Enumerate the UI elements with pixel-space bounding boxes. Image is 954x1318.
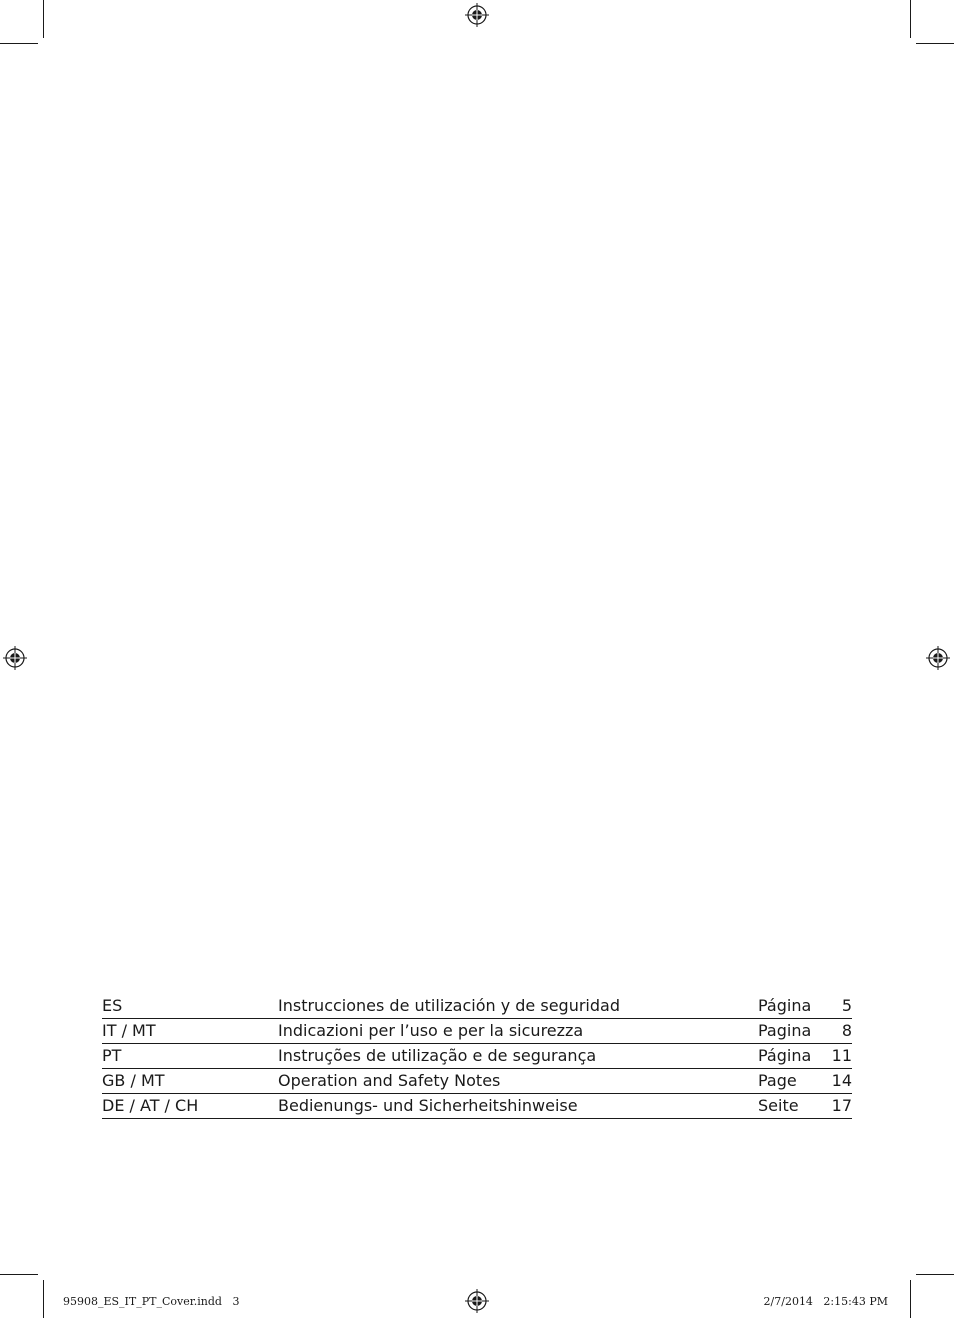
- page-word: Página: [758, 1044, 822, 1069]
- table-row: [102, 1019, 852, 1044]
- page-number: 17: [822, 1094, 852, 1119]
- crop-mark-top-left-horizontal: [0, 43, 38, 44]
- registration-mark-right-icon: [926, 646, 950, 670]
- slug-file-name: 95908_ES_IT_PT_Cover.indd 3: [63, 1295, 240, 1308]
- language-code: ES: [102, 994, 278, 1019]
- page-number: 14: [822, 1069, 852, 1094]
- table-row: [102, 994, 852, 1019]
- section-title: Indicazioni per l’uso e per la sicurezza: [278, 1019, 758, 1044]
- page-number: 11: [822, 1044, 852, 1069]
- page-word: Seite: [758, 1094, 822, 1119]
- language-code: DE / AT / CH: [102, 1094, 278, 1119]
- section-title: Operation and Safety Notes: [278, 1069, 758, 1094]
- crop-mark-bottom-right-vertical: [910, 1280, 911, 1318]
- section-title: Instruções de utilização e de segurança: [278, 1044, 758, 1069]
- section-title: Instrucciones de utilización y de seguridad: [278, 994, 758, 1019]
- section-title: Bedienungs- und Sicherheitshinweise: [278, 1094, 758, 1119]
- crop-mark-bottom-left-horizontal: [0, 1274, 38, 1275]
- table-row: [102, 1069, 852, 1094]
- crop-mark-top-right-vertical: [910, 0, 911, 38]
- crop-mark-top-right-horizontal: [916, 43, 954, 44]
- registration-mark-bottom-icon: [465, 1289, 489, 1313]
- page-number: 5: [822, 994, 852, 1019]
- page-number: 8: [822, 1019, 852, 1044]
- language-code: IT / MT: [102, 1019, 278, 1044]
- language-index-table: [102, 994, 852, 1119]
- page-word: Página: [758, 994, 822, 1019]
- table-row: [102, 1094, 852, 1119]
- crop-mark-bottom-left-vertical: [43, 1280, 44, 1318]
- language-code: GB / MT: [102, 1069, 278, 1094]
- registration-mark-left-icon: [3, 646, 27, 670]
- slug-timestamp: 2/7/2014 2:15:43 PM: [763, 1295, 888, 1308]
- registration-mark-top-icon: [465, 3, 489, 27]
- page-word: Page: [758, 1069, 822, 1094]
- crop-mark-top-left-vertical: [43, 0, 44, 38]
- language-code: PT: [102, 1044, 278, 1069]
- crop-mark-bottom-right-horizontal: [916, 1274, 954, 1275]
- page-word: Pagina: [758, 1019, 822, 1044]
- table-row: [102, 1044, 852, 1069]
